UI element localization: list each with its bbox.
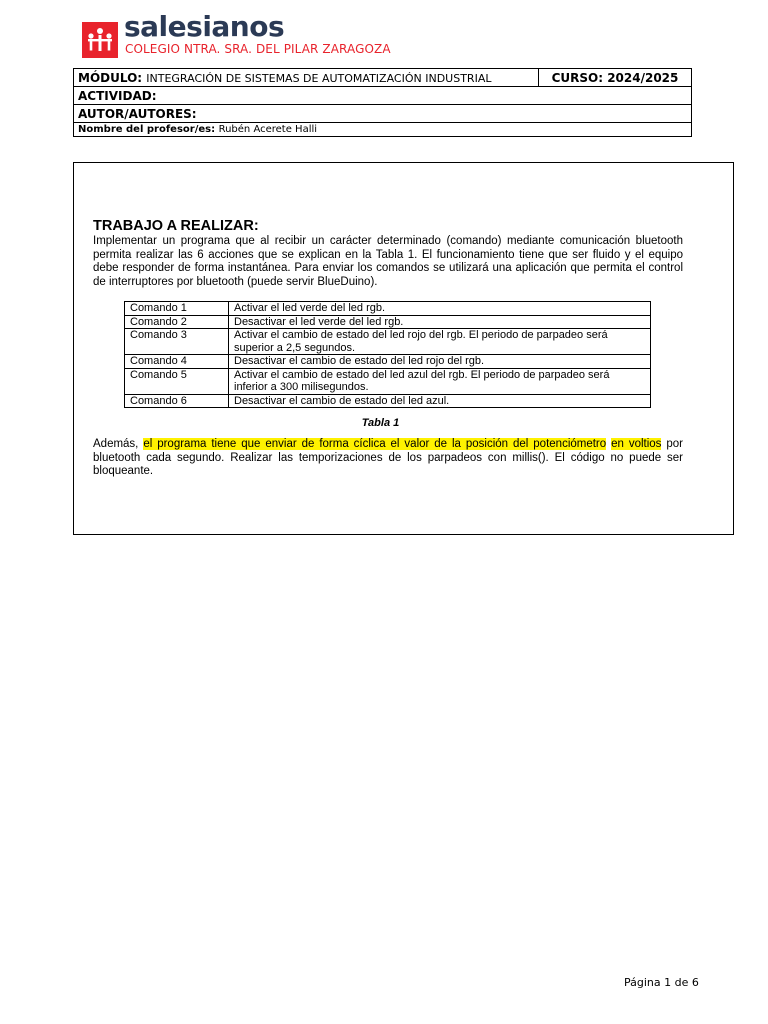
modulo-cell: [74, 69, 539, 87]
profesor-value: Rubén Acerete Halli: [218, 124, 318, 135]
command-row: [125, 315, 651, 329]
profesor-label: Nombre del profesor/es:: [78, 124, 216, 135]
curso-cell: CURSO: 2024/2025: [539, 69, 692, 87]
logo-name: salesianos: [124, 10, 285, 43]
command-description: Desactivar el led verde del led rgb.: [229, 315, 651, 329]
commands-table: [124, 301, 651, 408]
logo-subtitle: COLEGIO NTRA. SRA. DEL PILAR ZARAGOZA: [125, 42, 391, 56]
command-description: Desactivar el cambio de estado del led azul.: [229, 394, 651, 408]
command-row: [125, 355, 651, 369]
highlight-text-2: en voltios: [611, 438, 662, 450]
autor-cell: AUTOR/AUTORES:: [74, 105, 692, 123]
command-name: Comando 6: [125, 394, 229, 408]
command-name: Comando 2: [125, 315, 229, 329]
page-number: Página 1 de 6: [624, 976, 699, 989]
command-description: Activar el led verde del led rgb.: [229, 302, 651, 316]
command-name: Comando 5: [125, 368, 229, 394]
actividad-cell: ACTIVIDAD:: [74, 87, 692, 105]
command-description: Activar el cambio de estado del led rojo del rgb. El periodo de parpadeo será superior a 2,5 segundos.: [229, 329, 651, 355]
profesor-cell: [74, 123, 692, 137]
final-text-post: por bluetooth cada segundo. Realizar las temporizaciones de los parpadeos con millis(). El código no puede ser bloqueante.: [93, 438, 683, 477]
command-row: [125, 368, 651, 394]
task-title: TRABAJO A REALIZAR:: [93, 218, 259, 234]
command-description: Desactivar el cambio de estado del led rojo del rgb.: [229, 355, 651, 369]
document-header-table: [73, 68, 692, 137]
salesianos-logo-icon: [82, 22, 118, 58]
command-name: Comando 4: [125, 355, 229, 369]
highlight-text-1: el programa tiene que enviar de forma cíclica el valor de la posición del potenciómetro: [143, 438, 607, 450]
command-description: Activar el cambio de estado del led azul del rgb. El periodo de parpadeo será inferior a 300 milisegundos.: [229, 368, 651, 394]
modulo-value: INTEGRACIÓN DE SISTEMAS DE AUTOMATIZACIÓN INDUSTRIAL: [146, 71, 492, 85]
final-text-pre: Además,: [93, 438, 144, 450]
task-intro: Implementar un programa que al recibir un carácter determinado (comando) mediante comunicación bluetooth permita realizar las 6 acciones que se explican en la Tabla 1. El funcionamiento tiene que ser fluido y el equipo debe responder de forma instantánea. Para enviar los comandos se utilizará una aplicación que permita el control de interruptores por bluetooth (puede servir BlueDuino).: [93, 235, 683, 288]
command-row: [125, 302, 651, 316]
task-box: [73, 162, 734, 535]
command-name: Comando 3: [125, 329, 229, 355]
command-row: [125, 329, 651, 355]
task-final-paragraph: [93, 438, 683, 479]
command-row: [125, 394, 651, 408]
modulo-label: MÓDULO:: [78, 70, 143, 85]
command-name: Comando 1: [125, 302, 229, 316]
table-caption: Tabla 1: [361, 417, 400, 429]
